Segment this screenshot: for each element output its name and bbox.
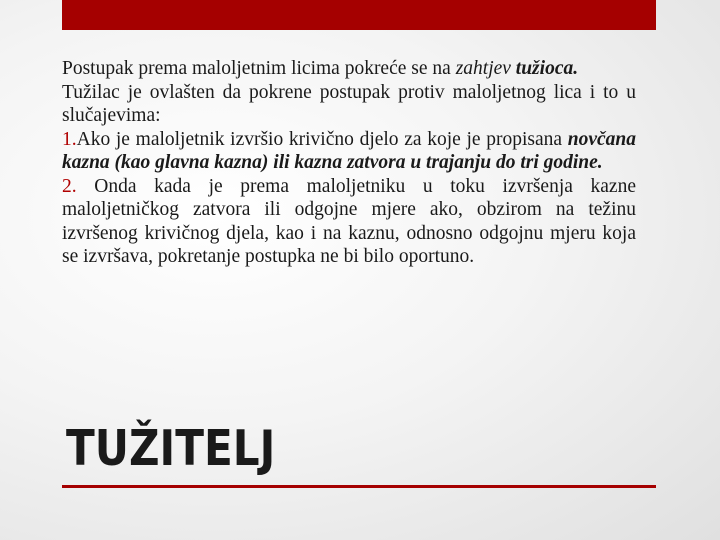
title-underline <box>62 485 656 488</box>
slide-body <box>62 57 636 269</box>
intro-text: Postupak prema maloljetnim licima pokreće se na <box>62 58 456 79</box>
slide-title: TUŽITELJ <box>66 420 276 477</box>
list-item-1-number: 1. <box>62 128 77 150</box>
list-item-1-text: Ako je maloljetnik izvršio krivično djelo za koje je propisana <box>76 128 568 150</box>
prosecutor-paragraph <box>62 81 636 128</box>
list-item-1-bold-italic: novčana kazna (kao glavna kazna) ili kazna zatvora u trajanju do tri godine. <box>62 128 636 173</box>
top-accent-bar <box>62 0 656 30</box>
list-item-1 <box>62 128 636 175</box>
intro-bold-italic-text: tužioca. <box>515 58 579 79</box>
list-item-2-number: 2. <box>62 175 77 197</box>
list-item-2 <box>62 175 636 269</box>
intro-italic-text: zahtjev <box>455 58 511 79</box>
list-item-2-text: Onda kada je prema maloljetniku u toku izvršenja kazne maloljetničkog zatvora ili odgojne mjere ako, obzirom na težinu izvršenog krivičnog djela, kao i na kaznu, odnosno odgojnu mjeru koja se izvršava, pokretanje postupka ne bi bilo oportuno. <box>62 175 636 267</box>
intro-paragraph <box>62 57 636 81</box>
prosecutor-text: Tužilac je ovlašten da pokrene postupak protiv maloljetnog lica i to u slučajevima: <box>62 81 636 126</box>
